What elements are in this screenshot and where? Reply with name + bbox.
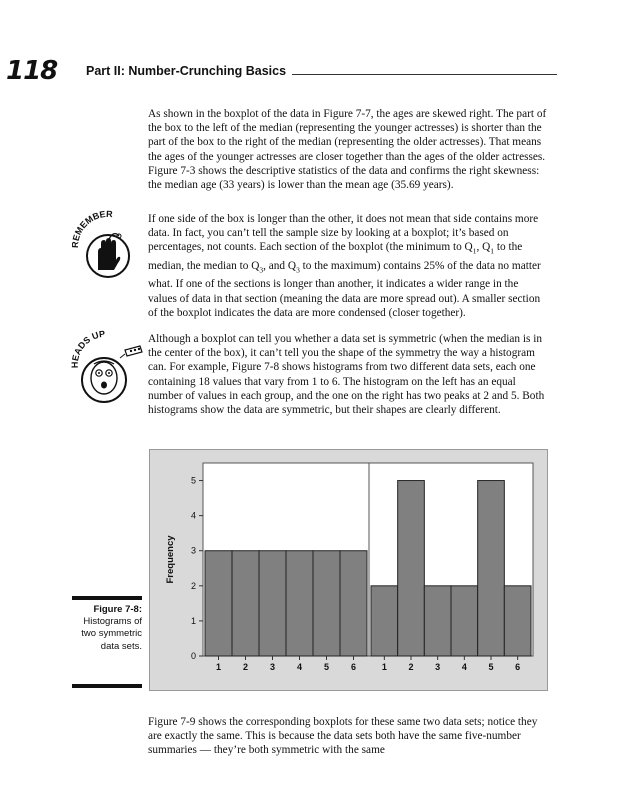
caption-bar-top: [72, 596, 142, 600]
histogram-bar: [286, 551, 313, 656]
histogram-bar: [340, 551, 367, 656]
remember-label: MEMBER: [72, 210, 113, 237]
paragraph-histogram-shape: Although a boxplot can tell you whether a data set is symmetric (when the median is in the center of the box), it can’t tell you the shape of the symmetry the way a histogram can. For example, Figure 7-8 shows histograms from two different data sets, each one containing 18 values that vary from 1 to 6. The histogram on the left has an equal number of values in each group, and the one on the right has two peaks at 2 and 5. Both histograms show the data are symmetric, but their shapes are clearly different.: [148, 333, 545, 417]
histogram-bar: [232, 551, 259, 656]
p2-text-c: to the median, the median to Q: [148, 241, 523, 272]
heads-up-icon: [70, 328, 146, 412]
x-tick-label: 1: [215, 662, 222, 672]
y-tick-label: 0: [190, 651, 196, 661]
histogram-bar: [451, 586, 478, 656]
figure-caption: [70, 604, 142, 653]
x-tick-label: 4: [461, 662, 467, 672]
x-tick-label: 3: [435, 662, 441, 672]
histogram-bar: [478, 481, 505, 656]
y-tick-label: 4: [190, 510, 196, 521]
p2-text-b: , Q: [476, 241, 491, 254]
y-tick-label: 1: [190, 615, 196, 626]
x-tick-label: 2: [408, 662, 414, 672]
header-rule: [292, 74, 557, 75]
remember-icon: [72, 210, 142, 294]
x-tick-label: 2: [242, 662, 249, 672]
x-tick-label: 6: [350, 662, 357, 672]
y-tick-label: 2: [190, 580, 196, 591]
paragraph-boxplot-skew: As shown in the boxplot of the data in Figure 7-7, the ages are skewed right. The part of the box to the left of the median (representing the younger actresses) is shorter than the part of the box to the right of the median (representing the older actresses). That means the ages of the younger actresses are closer together than the ages of the older actresses. Figure 7-3 shows the descriptive statistics of the data and confirms the right skewness: the median age (33 years) is lower than the mean age (35.69 years).: [148, 108, 547, 192]
p2-sub-3: 3: [259, 265, 264, 275]
paragraph-boxplots-same: Figure 7-9 shows the corresponding boxplots for these same two data sets; notice they are exactly the same. This is because the data sets both have the same five-number summaries — they’re both symmetric with the same: [148, 716, 538, 757]
x-tick-label: 4: [296, 662, 303, 672]
x-tick-label: 3: [269, 662, 276, 672]
paragraph-box-sides: [148, 212, 548, 320]
histogram-chart: [150, 450, 547, 690]
x-tick-label: 6: [515, 662, 521, 672]
x-tick-label: 5: [323, 662, 330, 672]
caption-bar-bottom: [72, 684, 142, 688]
heads-up-label: HEADS UP: [70, 328, 106, 369]
histogram-bar: [313, 551, 340, 656]
p2-text-d: , and Q: [263, 259, 297, 272]
x-tick-label: 5: [488, 662, 494, 672]
part-title: Part II: Number-Crunching Basics: [86, 64, 287, 78]
page-number: 118: [6, 56, 58, 86]
histogram-bar: [259, 551, 286, 656]
histogram-bar: [424, 586, 451, 656]
p2-sub-4: 3: [296, 265, 300, 275]
histogram-figure: [149, 449, 548, 691]
y-tick-label: 5: [190, 475, 196, 486]
p2-text-e: to the maximum) contains 25% of the data no matter what. If one of the sections is longer than another, it indicates a wider range in the values of data in that section (meaning the data are more spread out). A smaller section of the boxplot indicates the data are more condensed (closer together).: [148, 259, 541, 319]
figure-label: Figure 7-8:: [93, 604, 142, 615]
y-tick-label: 3: [190, 545, 196, 556]
p2-text-a: If one side of the box is longer than the other, it does not mean that side contains more data. In fact, you can’t tell the sample size by looking at a boxplot; it’s based on percentages, not counts. Each section of the boxplot (the minimum to Q: [148, 213, 539, 254]
page-header: [6, 56, 556, 86]
p2-sub-2: 1: [490, 246, 495, 256]
histogram-bar: [504, 586, 531, 656]
figure-caption-text: Histograms of two symmetric data sets.: [81, 616, 142, 652]
histogram-bar: [371, 586, 398, 656]
p2-sub-1: 1: [472, 246, 477, 256]
x-tick-label: 1: [381, 662, 387, 672]
histogram-bar: [205, 551, 232, 656]
histogram-bar: [398, 481, 425, 656]
y-axis-label: Frequency: [165, 535, 176, 584]
